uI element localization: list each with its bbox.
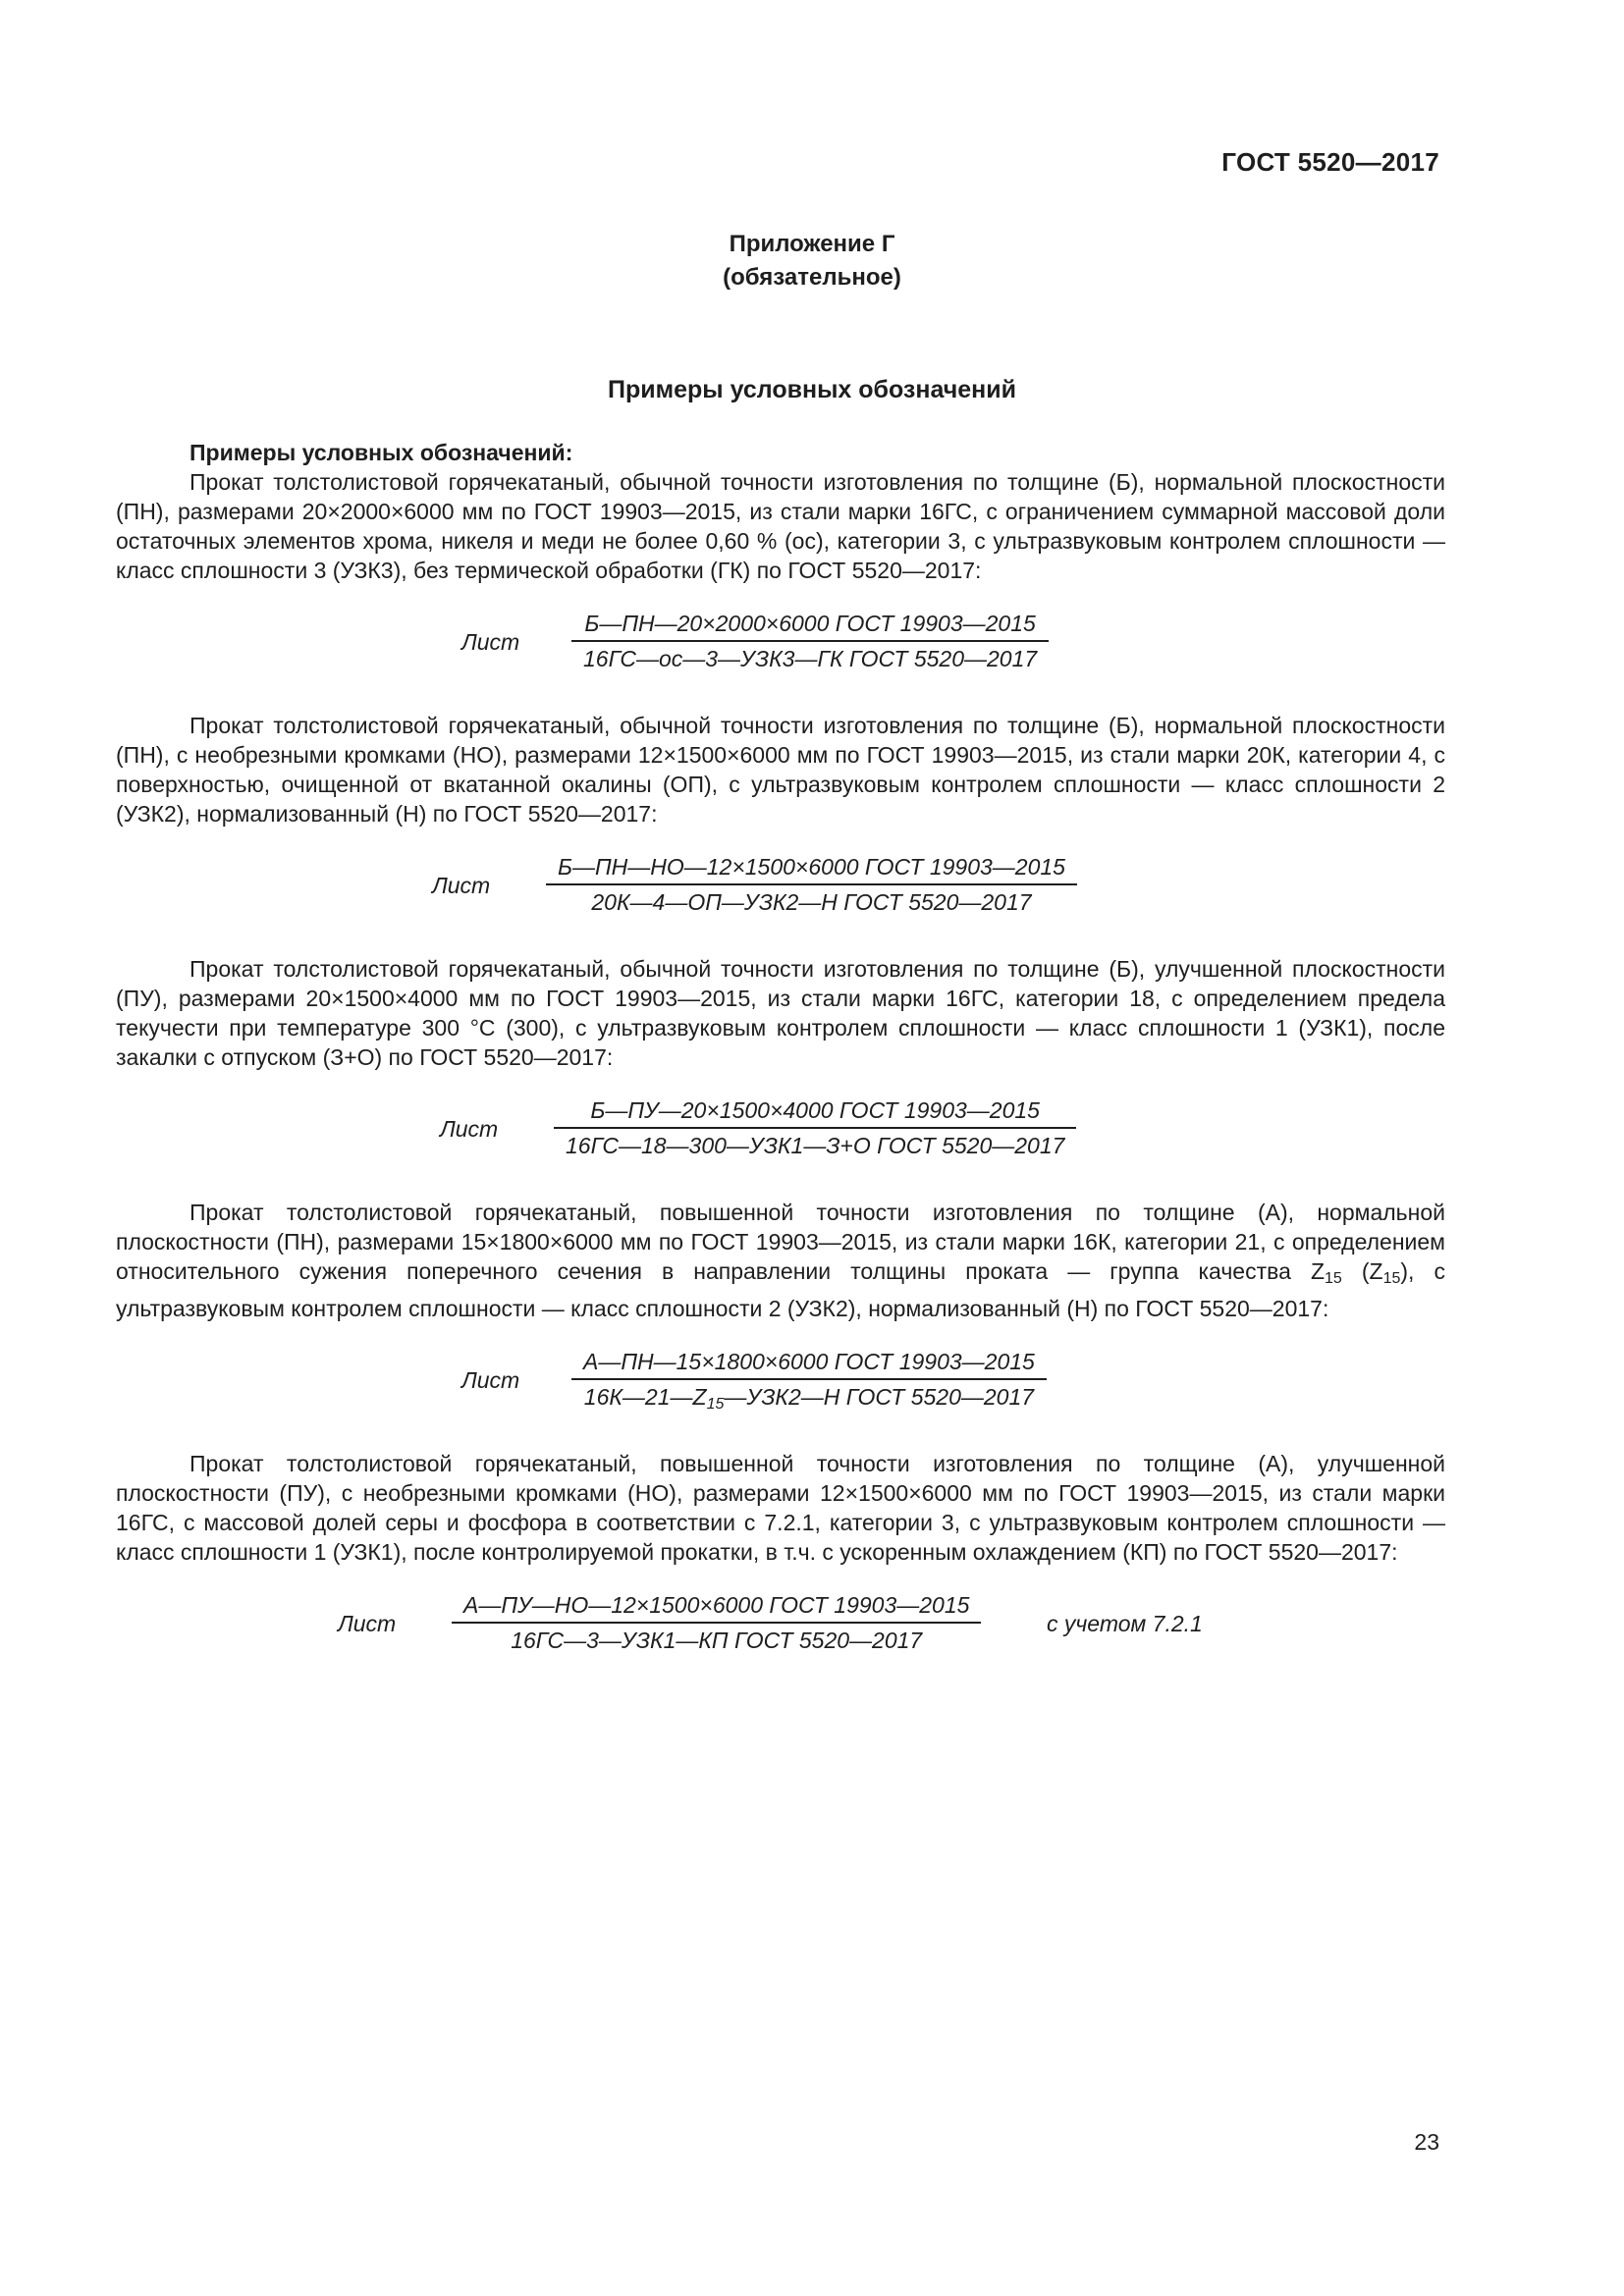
paragraph-text: ), с ультразвуковым контролем сплошности — класс сплошности 2 (УЗК2), нормализованный (Н) по ГОСТ 5520—2017: (116, 1258, 1445, 1321)
formula-numerator: Б—ПУ—20×1500×4000 ГОСТ 19903—2015 (590, 1097, 1040, 1123)
formula-lead-label: Лист (440, 1116, 499, 1142)
example-paragraph-4 (116, 1198, 1445, 1323)
formula-note: с учетом 7.2.1 (1047, 1611, 1203, 1636)
formula-denominator (571, 1380, 1047, 1414)
subscript: 15 (1325, 1270, 1342, 1287)
formula-denominator: 16ГС—18—300—УЗК1—З+О ГОСТ 5520—2017 (566, 1133, 1065, 1158)
formula-denominator: 16ГС—3—УЗК1—КП ГОСТ 5520—2017 (511, 1628, 923, 1653)
page-number: 23 (1414, 2129, 1439, 2155)
formula-numerator: А—ПУ—НО—12×1500×6000 ГОСТ 19903—2015 (463, 1592, 970, 1618)
designation-formula-5 (116, 1588, 1445, 1667)
formula-numerator: Б—ПН—20×2000×6000 ГОСТ 19903—2015 (584, 611, 1036, 636)
document-code: ГОСТ 5520—2017 (1221, 147, 1439, 177)
formula-lead-label: Лист (338, 1611, 397, 1636)
example-paragraph-3: Прокат толстолистовой горячекатаный, обычной точности изготовления по толщине (Б), улучшенной плоскостности (ПУ), размерами 20×1500×4000 мм по ГОСТ 19903—2015, из стали марки 16ГС, категории 18, с определением предела текучести при температуре 300 °С (300), с ультразвуковым контролем сплошности — класс сплошности 1 (УЗК1), после закалки с отпуском (З+О) по ГОСТ 5520—2017: (116, 956, 1445, 1070)
denominator-text: —УЗК2—Н ГОСТ 5520—2017 (724, 1384, 1035, 1410)
designation-formula-1 (116, 607, 1445, 685)
examples-subheading: Примеры условных обозначений: (189, 440, 573, 465)
example-paragraph-5: Прокат толстолистовой горячекатаный, повышенной точности изготовления по толщине (А), улучшенной плоскостности (ПУ), с необрезными кромками (НО), размерами 12×1500×6000 мм по ГОСТ 19903—2015, из стали марки 16ГС, с массовой долей серы и фосфора в соответствии с 7.2.1, категории 3, с ультразвуковым контролем сплошности — класс сплошности 1 (УЗК1), после контролируемой прокатки, в т.ч. с ускоренным охлаждением (КП) по ГОСТ 5520—2017: (116, 1451, 1445, 1565)
example-paragraph-2: Прокат толстолистовой горячекатаный, обычной точности изготовления по толщине (Б), нормальной плоскостности (ПН), с необрезными кромками (НО), размерами 12×1500×6000 мм по ГОСТ 19903—2015, из стали марки 20К, категории 4, с поверхностью, очищенной от вкатанной окалины (ОП), с ультразвуковым контролем сплошности — класс сплошности 2 (УЗК2), нормализованный (Н) по ГОСТ 5520—2017: (116, 713, 1445, 827)
designation-formula-4 (116, 1345, 1445, 1423)
designation-formula-2 (116, 850, 1445, 929)
subscript: 15 (1382, 1270, 1401, 1287)
formula-lead-label: Лист (432, 873, 491, 898)
formula-fraction (452, 1588, 981, 1657)
formula-fraction (571, 1345, 1047, 1414)
appendix-heading (0, 228, 1624, 294)
formula-denominator: 20К—4—ОП—УЗК2—Н ГОСТ 5520—2017 (591, 889, 1032, 915)
formula-lead-label: Лист (461, 1367, 520, 1393)
appendix-title: Приложение Г (729, 231, 895, 257)
formula-fraction (554, 1094, 1076, 1162)
formula-numerator: А—ПН—15×1800×6000 ГОСТ 19903—2015 (583, 1349, 1035, 1374)
section-title: Примеры условных обозначений (608, 376, 1016, 403)
formula-fraction (571, 607, 1049, 675)
designation-formula-3 (116, 1094, 1445, 1172)
document-body (116, 438, 1445, 1692)
appendix-status: (обязательное) (723, 264, 901, 291)
paragraph-text: (Z (1341, 1258, 1383, 1284)
denominator-text: 16К—21—Z (583, 1384, 707, 1410)
formula-denominator: 16ГС—ос—3—УЗК3—ГК ГОСТ 5520—2017 (583, 646, 1038, 671)
formula-lead-label: Лист (461, 629, 520, 655)
paragraph-text: Прокат толстолистовой горячекатаный, повышенной точности изготовления по толщине (А), нормальной плоскостности (ПН), размерами 15×1800×6000 мм по ГОСТ 19903—2015, из стали марки 16К, категории 21, с определением относительного сужения поперечного сечения в направлении толщины проката — группа качества Z (116, 1200, 1445, 1284)
formula-fraction (546, 850, 1077, 919)
formula-numerator: Б—ПН—НО—12×1500×6000 ГОСТ 19903—2015 (558, 854, 1065, 880)
subscript: 15 (706, 1396, 725, 1413)
example-paragraph-1: Прокат толстолистовой горячекатаный, обычной точности изготовления по толщине (Б), нормальной плоскостности (ПН), размерами 20×2000×6000 мм по ГОСТ 19903—2015, из стали марки 16ГС, с ограничением суммарной массовой доли остаточных элементов хрома, никеля и меди не более 0,60 % (ос), категории 3, с ультразвуковым контролем сплошности — класс сплошности 3 (УЗК3), без термической обработки (ГК) по ГОСТ 5520—2017: (116, 469, 1445, 583)
